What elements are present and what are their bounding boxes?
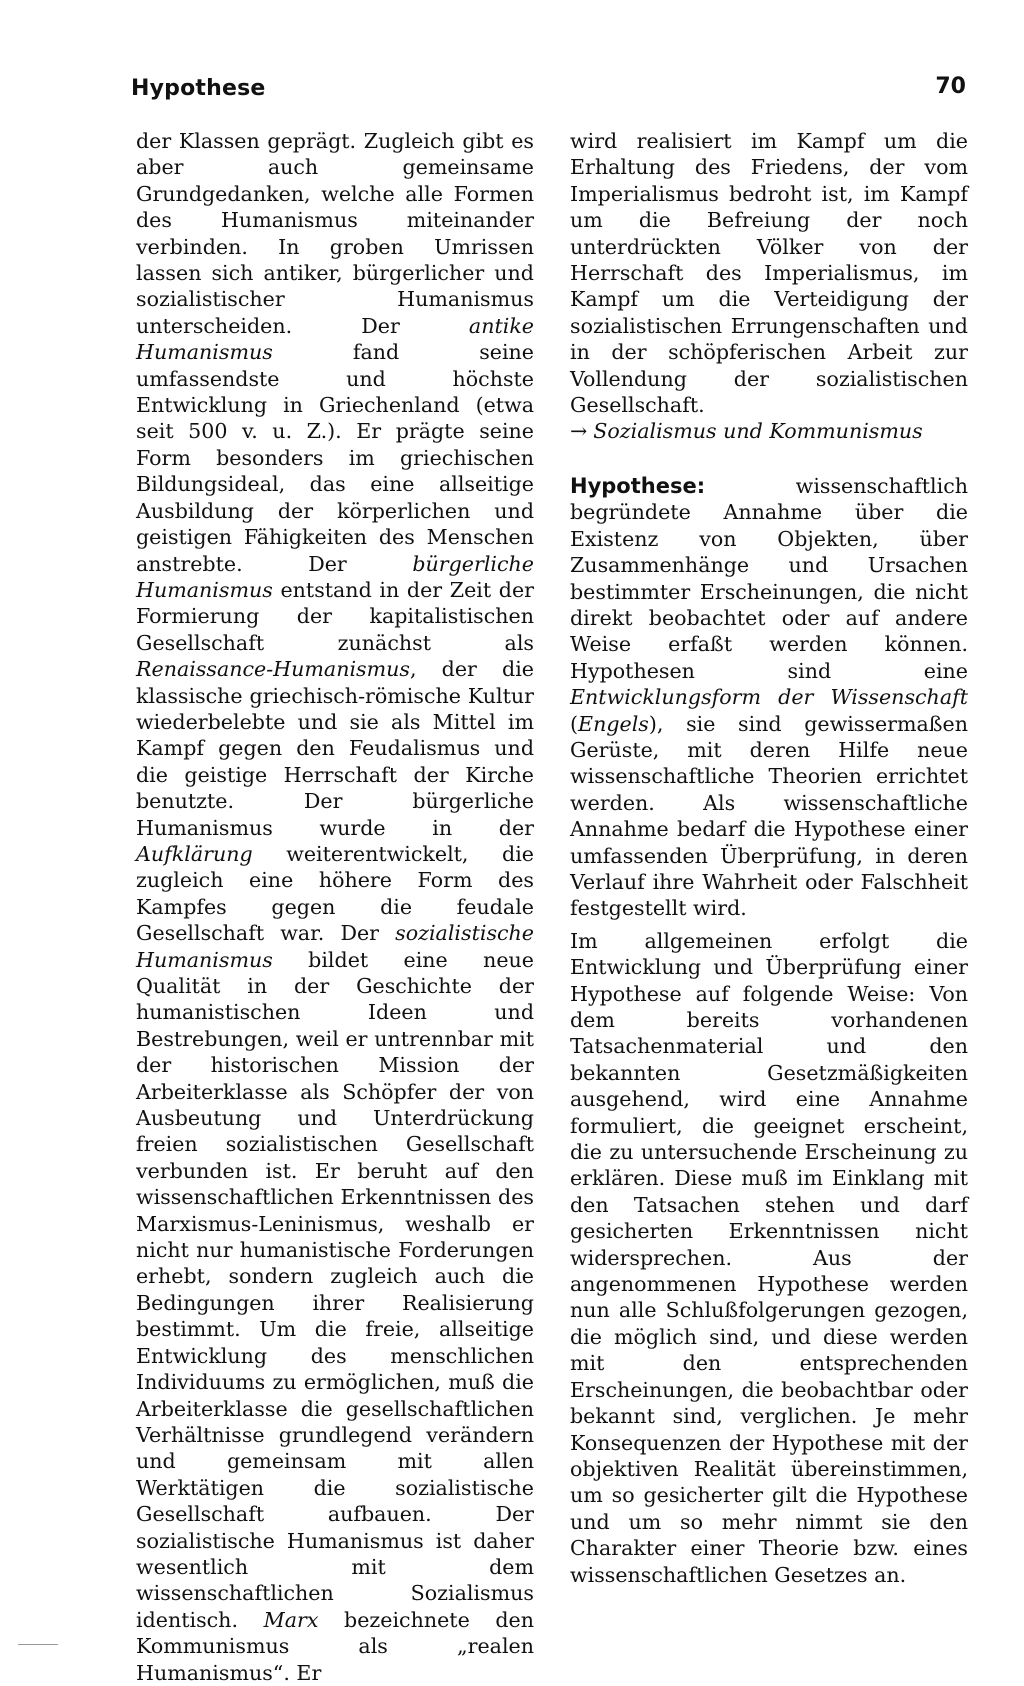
arrow-right-icon: → bbox=[570, 419, 588, 444]
page-number: 70 bbox=[935, 74, 966, 99]
humanism-continuation-paragraph bbox=[136, 128, 534, 1686]
emphasis-term: Aufklärung bbox=[136, 841, 253, 866]
emphasis-term: sozialistische Humanismus bbox=[136, 921, 534, 972]
hypothese-entry-paragraph bbox=[570, 473, 968, 922]
text-run: entstand in der Zeit der Formierung der kapitalistischen Gesellschaft zunächst als bbox=[136, 577, 534, 655]
text-run: der Klassen geprägt. Zugleich gibt es aber auch gemeinsame Grundgedanken, welche alle Formen des Humanismus miteinander verbinden. In groben Umrissen lassen sich antiker, bürgerlicher und sozialistischer Humanismus unterscheiden. Der bbox=[136, 129, 534, 338]
hypothese-second-paragraph: Im allgemeinen erfolgt die Entwicklung und Überprüfung einer Hypothese auf folgende Weise: Von dem bereits vorhandenen Tatsachenmaterial und den bekannten Gesetzmäßigkeiten ausgehend, wird eine Annahme formuliert, die geeignet erscheint, die zu untersuchende Erscheinung zu erklären. Diese muß im Einklang mit den Tatsachen stehen und darf gesicherten Erkenntnissen nicht widersprechen. Aus der angenommenen Hypothese werden nun alle Schlußfolgerungen gezogen, die möglich sind, und diese werden mit den entsprechenden Erscheinungen, die beobachtbar oder bekannt sind, verglichen. Je mehr Konsequenzen der Hypothese mit der objektiven Realität übereinstimmen, um so gesicherter gilt die Hypothese und um so mehr nimmt sie den Charakter einer Theorie bzw. eines wissenschaftlichen Gesetzes an. bbox=[570, 928, 968, 1587]
cross-reference-link[interactable]: Sozialismus und Kommunismus bbox=[593, 419, 923, 444]
emphasis-term: Marx bbox=[263, 1607, 319, 1632]
emphasis-term: bürgerliche Humanismus bbox=[136, 551, 534, 602]
emphasis-term: Renaissance-Humanismus bbox=[136, 657, 410, 682]
right-column bbox=[570, 128, 968, 1588]
running-head: Hypothese bbox=[131, 76, 266, 101]
text-run: wissenschaftlich begründete Annahme über die Existenz von Objekten, über Zusammenhänge und Ursachen bestimmter Erscheinungen, die nicht direkt beobachtet oder auf andere Weise erfaßt werden können. Hypothesen sind eine bbox=[570, 473, 968, 683]
humanism-continuation-paragraph: wird realisiert im Kampf um die Erhaltung des Friedens, der vom Imperialismus bedroht ist, im Kampf um die Befreiung der noch unterdrückten Völker von der Herrschaft des Imperialismus, im Kampf um die Verteidigung der sozialistischen Errungenschaften und in der schöpferischen Arbeit zur Vollendung der sozialistischen Gesellschaft. bbox=[570, 129, 968, 418]
emphasis-term: Entwicklungsform der Wissenschaft bbox=[570, 685, 968, 710]
text-run: ), sie sind gewissermaßen Gerüste, mit deren Hilfe neue wissenschaftliche Theorien errichtet werden. Als wissenschaftliche Annahme bedarf die Hypothese einer umfassenden Überprüfung, in deren Verlauf ihre Wahrheit oder Falschheit festgestellt wird. bbox=[570, 711, 968, 921]
margin-rule bbox=[18, 1644, 58, 1645]
left-column bbox=[136, 128, 534, 1686]
text-run: fand seine umfassendste und höchste Entwicklung in Griechenland (etwa seit 500 v. u. Z.). Er prägte seine Form besonders im griechischen Bildungsideal, das eine allseitige Ausbildung der körperlichen und geistigen Fähigkeiten des Menschen anstrebte. Der bbox=[136, 340, 534, 576]
emphasis-term: Engels bbox=[578, 711, 649, 736]
entry-headword: Hypothese: bbox=[570, 473, 706, 498]
text-run: ( bbox=[570, 711, 579, 736]
emphasis-term: antike Humanismus bbox=[136, 313, 534, 365]
text-run: bezeichnete den Kommunismus als „realen Humanismus“. Er bbox=[136, 1607, 534, 1685]
text-run: weiterentwickelt, die zugleich eine höhere Form des Kampfes gegen die feudale Gesellschaft war. Der bbox=[136, 841, 534, 946]
text-run: bildet eine neue Qualität in der Geschichte der humanistischen Ideen und Bestrebungen, weil er untrennbar mit der historischen Mission der Arbeiterklasse als Schöpfer der von Ausbeutung und Unterdrückung freien sozialistischen Gesellschaft verbunden ist. Er beruht auf den wissenschaftlichen Erkenntnissen des Marxismus-Leninismus, weshalb er nicht nur humanistische Forderungen erhebt, sondern zugleich auch die Bedingungen ihrer Realisierung bestimmt. Um die freie, allseitige Entwicklung des menschlichen Individuums zu ermöglichen, muß die Arbeiterklasse die gesellschaftlichen Verhältnisse grundlegend verändern und gemeinsam mit allen Werktätigen die sozialistische Gesellschaft aufbauen. Der sozialistische Humanismus ist daher wesentlich mit dem wissenschaftlichen Sozialismus identisch. bbox=[136, 947, 534, 1632]
cross-reference[interactable] bbox=[570, 418, 968, 444]
text-run: , der die klassische griechisch-römische Kultur wiederbelebte und sie als Mittel im Kampf gegen den Feudalismus und die geistige Herrschaft der Kirche benutzte. Der bürgerliche Humanismus wurde in der bbox=[136, 657, 534, 840]
